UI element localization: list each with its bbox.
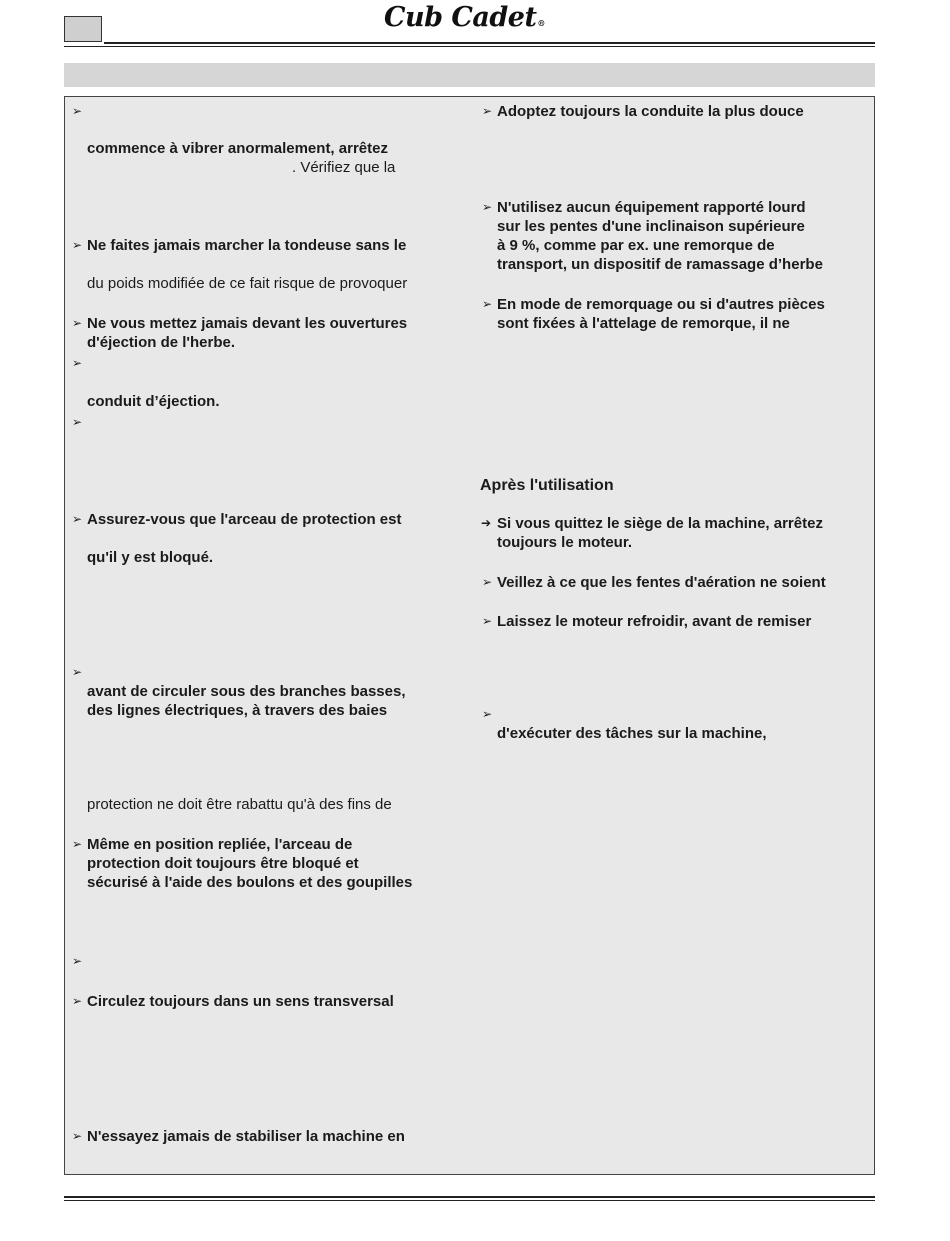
- left-text-line: conduit d’éjection.: [87, 393, 220, 410]
- left-text-line: protection doit toujours être bloqué et: [87, 855, 359, 872]
- bullet-icon: ➢: [482, 575, 493, 589]
- page-corner-box: [64, 16, 102, 42]
- right-text-line: sur les pentes d'une inclinaison supérieure: [497, 218, 805, 235]
- bullet-icon: ➢: [72, 415, 83, 429]
- bullet-icon: ➢: [482, 297, 493, 311]
- bullet-icon: ➢: [72, 356, 83, 370]
- right-text-line: d'exécuter des tâches sur la machine,: [497, 725, 767, 742]
- header-rule-thin: [64, 46, 875, 47]
- left-text-line: . Vérifiez que la: [292, 159, 396, 176]
- left-text-line: commence à vibrer anormalement, arrêtez: [87, 140, 388, 157]
- left-text-line: Ne vous mettez jamais devant les ouvertures: [87, 315, 408, 332]
- right-text-line: transport, un dispositif de ramassage d’herbe: [497, 256, 823, 273]
- left-text-line: avant de circuler sous des branches basses,: [87, 683, 406, 700]
- left-text-line: d'éjection de l'herbe.: [87, 334, 236, 351]
- section-title-band: [64, 63, 875, 87]
- bullet-icon: ➢: [72, 238, 83, 252]
- bullet-icon: ➢: [72, 104, 83, 118]
- right-text-line: En mode de remorquage ou si d'autres pièces: [497, 296, 825, 313]
- footer-rule: [64, 1196, 875, 1198]
- bullet-icon: ➢: [72, 954, 83, 968]
- bullet-icon: ➢: [482, 707, 493, 721]
- left-text-line: Assurez-vous que l'arceau de protection est: [87, 511, 402, 528]
- left-text-line: Même en position repliée, l'arceau de: [87, 836, 353, 853]
- cub-cadet-logo: [384, 2, 545, 33]
- logo-text: Cub Cadet: [384, 2, 537, 33]
- left-text-line: du poids modifiée de ce fait risque de provoquer: [87, 275, 408, 292]
- content-box: [64, 96, 875, 1175]
- bullet-icon: ➢: [72, 316, 83, 330]
- left-text-line: Circulez toujours dans un sens transversal: [87, 993, 394, 1010]
- right-text-line: N'utilisez aucun équipement rapporté lourd: [497, 199, 806, 216]
- bullet-icon: ➢: [72, 994, 83, 1008]
- right-text-line: à 9 %, comme par ex. une remorque de: [497, 237, 775, 254]
- section-heading: Après l'utilisation: [480, 477, 614, 494]
- right-text-line: toujours le moteur.: [497, 534, 633, 551]
- right-text-line: Laissez le moteur refroidir, avant de remiser: [497, 613, 812, 630]
- bullet-icon: ➢: [72, 837, 83, 851]
- bullet-icon: ➢: [72, 665, 83, 679]
- left-text-line: qu'il y est bloqué.: [87, 549, 214, 566]
- footer-rule-thin: [64, 1200, 875, 1201]
- bullet-icon: ➢: [72, 512, 83, 526]
- left-text-line: sécurisé à l'aide des boulons et des goupilles: [87, 874, 413, 891]
- bullet-icon: ➢: [72, 1129, 83, 1143]
- right-text-line: Veillez à ce que les fentes d'aération ne soient: [497, 574, 826, 591]
- right-text-line: sont fixées à l'attelage de remorque, il ne: [497, 315, 790, 332]
- registered-mark: ®: [537, 18, 545, 28]
- bullet-icon: ➢: [482, 614, 493, 628]
- left-text-line: des lignes électriques, à travers des baies: [87, 702, 388, 719]
- left-text-line: Ne faites jamais marcher la tondeuse sans le: [87, 237, 407, 254]
- right-text-line: Adoptez toujours la conduite la plus douce: [497, 103, 804, 120]
- right-text-line: Si vous quittez le siège de la machine, arrêtez: [497, 515, 823, 532]
- bullet-icon: ➢: [482, 104, 493, 118]
- arrow-icon: ➔: [481, 516, 492, 530]
- header-rule: [104, 42, 875, 44]
- left-text-line: N'essayez jamais de stabiliser la machine en: [87, 1128, 405, 1145]
- left-text-line: protection ne doit être rabattu qu'à des fins de: [87, 796, 392, 813]
- bullet-icon: ➢: [482, 200, 493, 214]
